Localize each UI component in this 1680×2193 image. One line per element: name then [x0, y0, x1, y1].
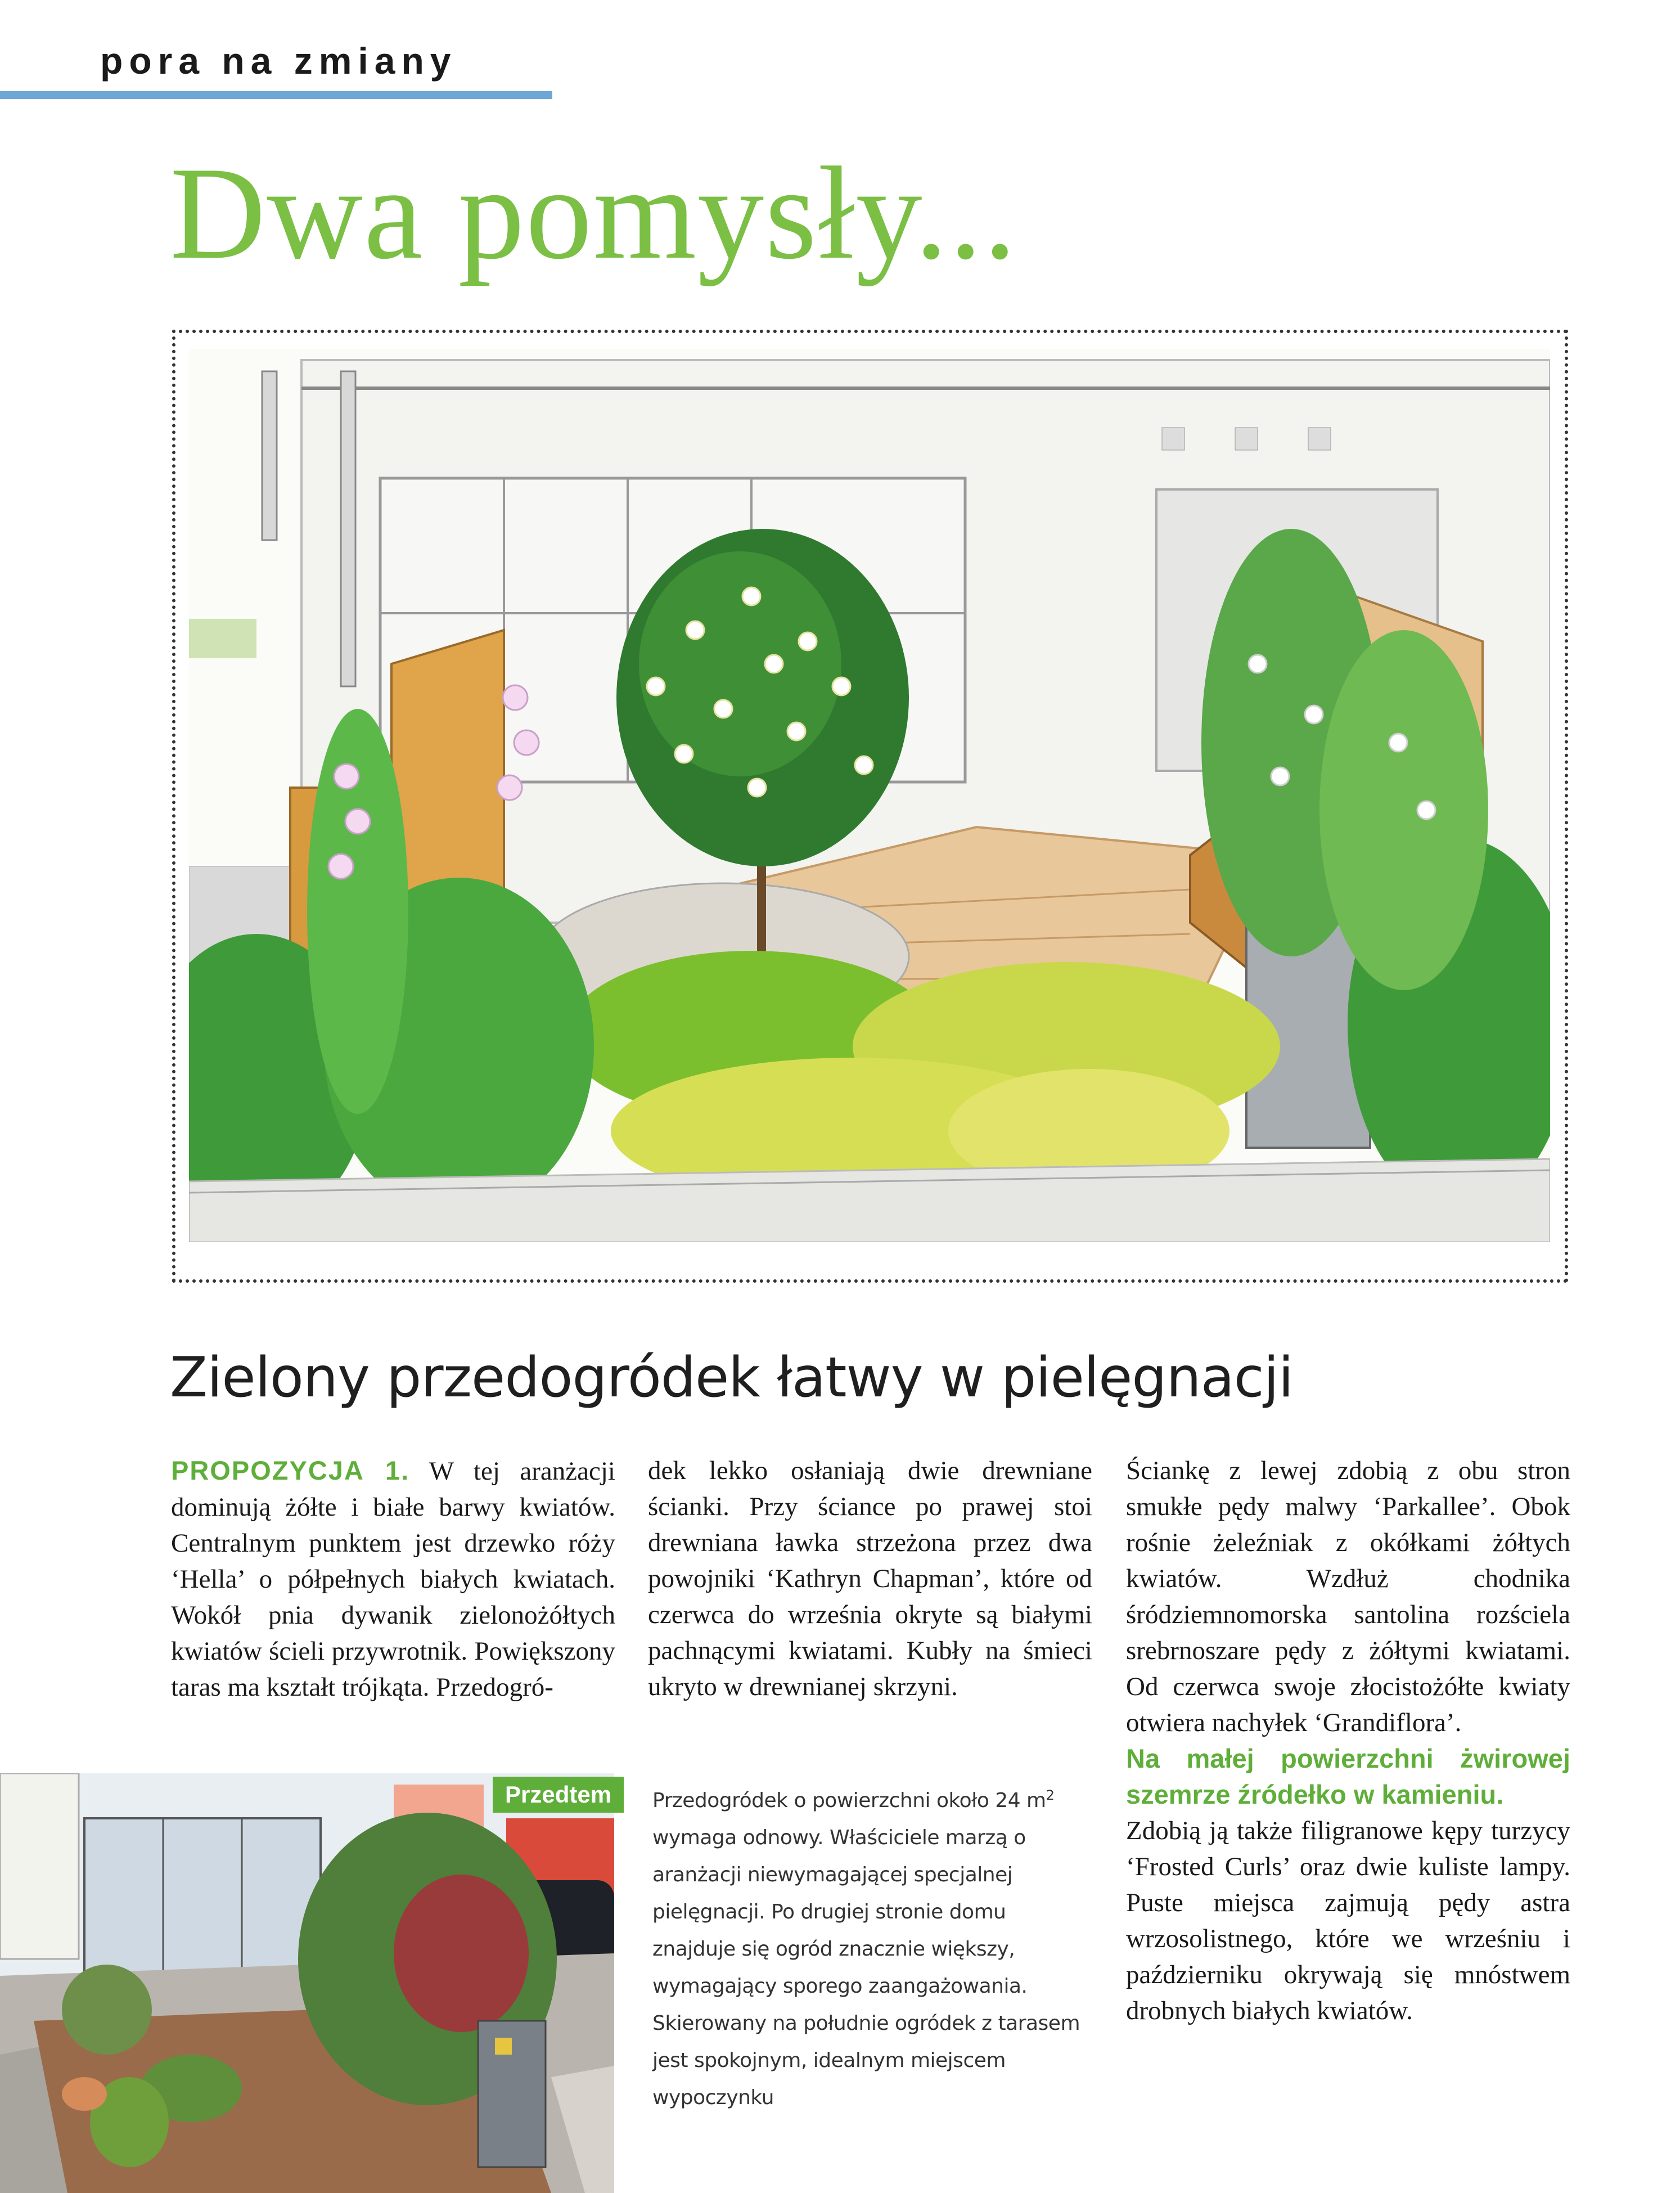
before-badge: Przedtem: [493, 1777, 624, 1813]
header-rule: [0, 91, 552, 99]
before-caption-text-a: Przedogródek o powierzchni około 24 m: [652, 1789, 1046, 1812]
before-caption: [652, 1777, 1086, 2116]
garden-illustration: [189, 349, 1550, 1242]
article-subtitle: Zielony przedogródek łatwy w pielęgnacji: [170, 1346, 1294, 1410]
section-label: pora na zmiany: [100, 40, 457, 82]
before-photo: [0, 1773, 614, 2193]
before-caption-text-b: wymaga odnowy. Właściciele marzą o aranżacji niewymagającej specjalnej pielęgnacji. Po drugiej stronie domu znajduje się ogród znacznie większy, wymagający sporego zaangażowania. Skierowany na południe ogródek z tarasem jest spokojnym, idealnym miejscem wypoczynku: [652, 1826, 1080, 2109]
column-3-text: Ściankę z lewej zdobią z obu stron smukłe pędy malwy ‘Parkallee’. Obok rośnie żeleźniak z okółkami żółtych kwiatów. Wzdłuż chodnika śródziemnomorska santolina rozściela srebrnoszare pędy z żółtymi kwiatami. Od czerwca swoje złocistożółte kwiaty otwiera nachyłek ‘Grandiflora’.: [1126, 1456, 1570, 1737]
page-title: Dwa pomysły...: [170, 140, 1018, 287]
column-3-heading: Na małej powierzchni żwirowej szemrze źródełko w kamieniu.: [1126, 1743, 1570, 1809]
column-2-text: dek lekko osłaniają dwie drewniane ścianki. Przy ściance po prawej stoi drewniana ławka strzeżona przez dwa powojniki ‘Kathryn Chapman’, które od czerwca do września okryte są białymi pachnącymi kwiatami. Kubły na śmieci ukryto w drewnianej skrzyni.: [648, 1456, 1092, 1701]
column-1-text: W tej aranżacji dominują żółte i białe barwy kwiatów. Centralnym punktem jest drzewko róży ‘Hella’ o półpełnych białych kwiatach. Wokół pnia dywanik zielonożółtych kwiatów ścieli przywrotnik. Powiększony taras ma kształt trójkąta. Przedogró-: [171, 1457, 615, 1702]
column-3-text-2: Zdobią ją także filigranowe kępy turzycy ‘Frosted Curls’ oraz dwie kuliste lampy. Puste miejsca zajmują pędy astra wrzosolistnego, które we wrześniu i październiku okrywają się mnóstwem drobnych białych kwiatów.: [1126, 1816, 1570, 2025]
article-column-3: [1126, 1453, 1570, 2029]
article-column-1: [171, 1453, 615, 1705]
lead-label: PROPOZYCJA 1.: [171, 1455, 410, 1485]
article-column-2: [648, 1453, 1092, 1705]
before-caption-superscript: 2: [1046, 1787, 1055, 1803]
